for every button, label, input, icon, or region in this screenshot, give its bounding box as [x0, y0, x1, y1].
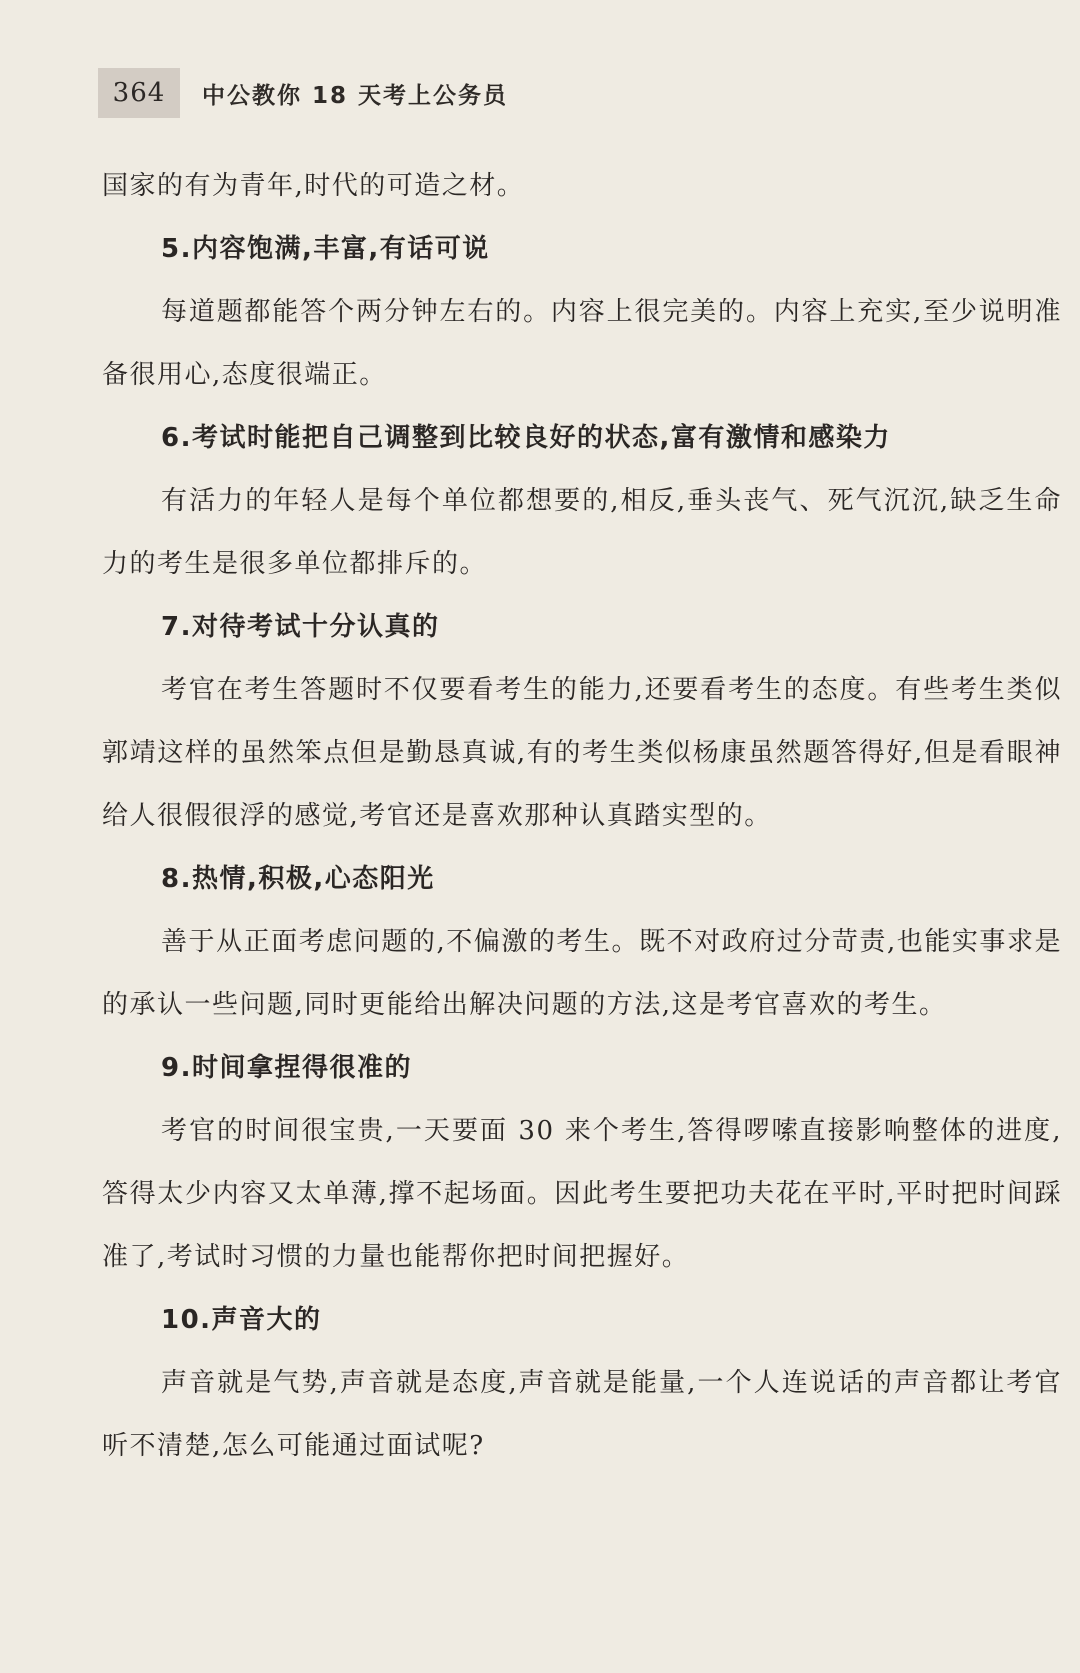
paragraph-continued: 国家的有为青年,时代的可造之材。	[102, 171, 525, 201]
paragraph-6: 有活力的年轻人是每个单位都想要的,相反,垂头丧气、死气沉沉,缺乏生命力的考生是很多单位都排斥的。	[102, 486, 1062, 579]
section-heading-7: 7.对待考试十分认真的	[161, 612, 440, 642]
section-heading-9: 9.时间拿捏得很准的	[161, 1053, 412, 1083]
paragraph-8: 善于从正面考虑问题的,不偏激的考生。既不对政府过分苛责,也能实事求是的承认一些问题,同时更能给出解决问题的方法,这是考官喜欢的考生。	[102, 927, 1062, 1020]
paragraph-5: 每道题都能答个两分钟左右的。内容上很完美的。内容上充实,至少说明准备很用心,态度很端正。	[102, 297, 1062, 390]
book-title: 中公教你 18 天考上公务员	[202, 82, 509, 109]
section-heading-10: 10.声音大的	[161, 1305, 322, 1335]
section-heading-6: 6.考试时能把自己调整到比较良好的状态,富有激情和感染力	[161, 423, 891, 453]
page-number: 364	[98, 68, 180, 118]
section-heading-8: 8.热情,积极,心态阳光	[161, 864, 435, 894]
paragraph-9: 考官的时间很宝贵,一天要面 30 来个考生,答得啰嗦直接影响整体的进度,答得太少内容又太单薄,撑不起场面。因此考生要把功夫花在平时,平时把时间踩准了,考试时习惯的力量也能帮你把时间把握好。	[102, 1116, 1062, 1272]
section-heading-5: 5.内容饱满,丰富,有话可说	[161, 234, 490, 264]
page-body	[102, 155, 1062, 1478]
paragraph-7: 考官在考生答题时不仅要看考生的能力,还要看考生的态度。有些考生类似郭靖这样的虽然笨点但是勤恳真诚,有的考生类似杨康虽然题答得好,但是看眼神给人很假很浮的感觉,考官还是喜欢那种认真踏实型的。	[102, 675, 1062, 831]
paragraph-10: 声音就是气势,声音就是态度,声音就是能量,一个人连说话的声音都让考官听不清楚,怎么可能通过面试呢?	[102, 1368, 1062, 1461]
running-header	[98, 66, 508, 120]
